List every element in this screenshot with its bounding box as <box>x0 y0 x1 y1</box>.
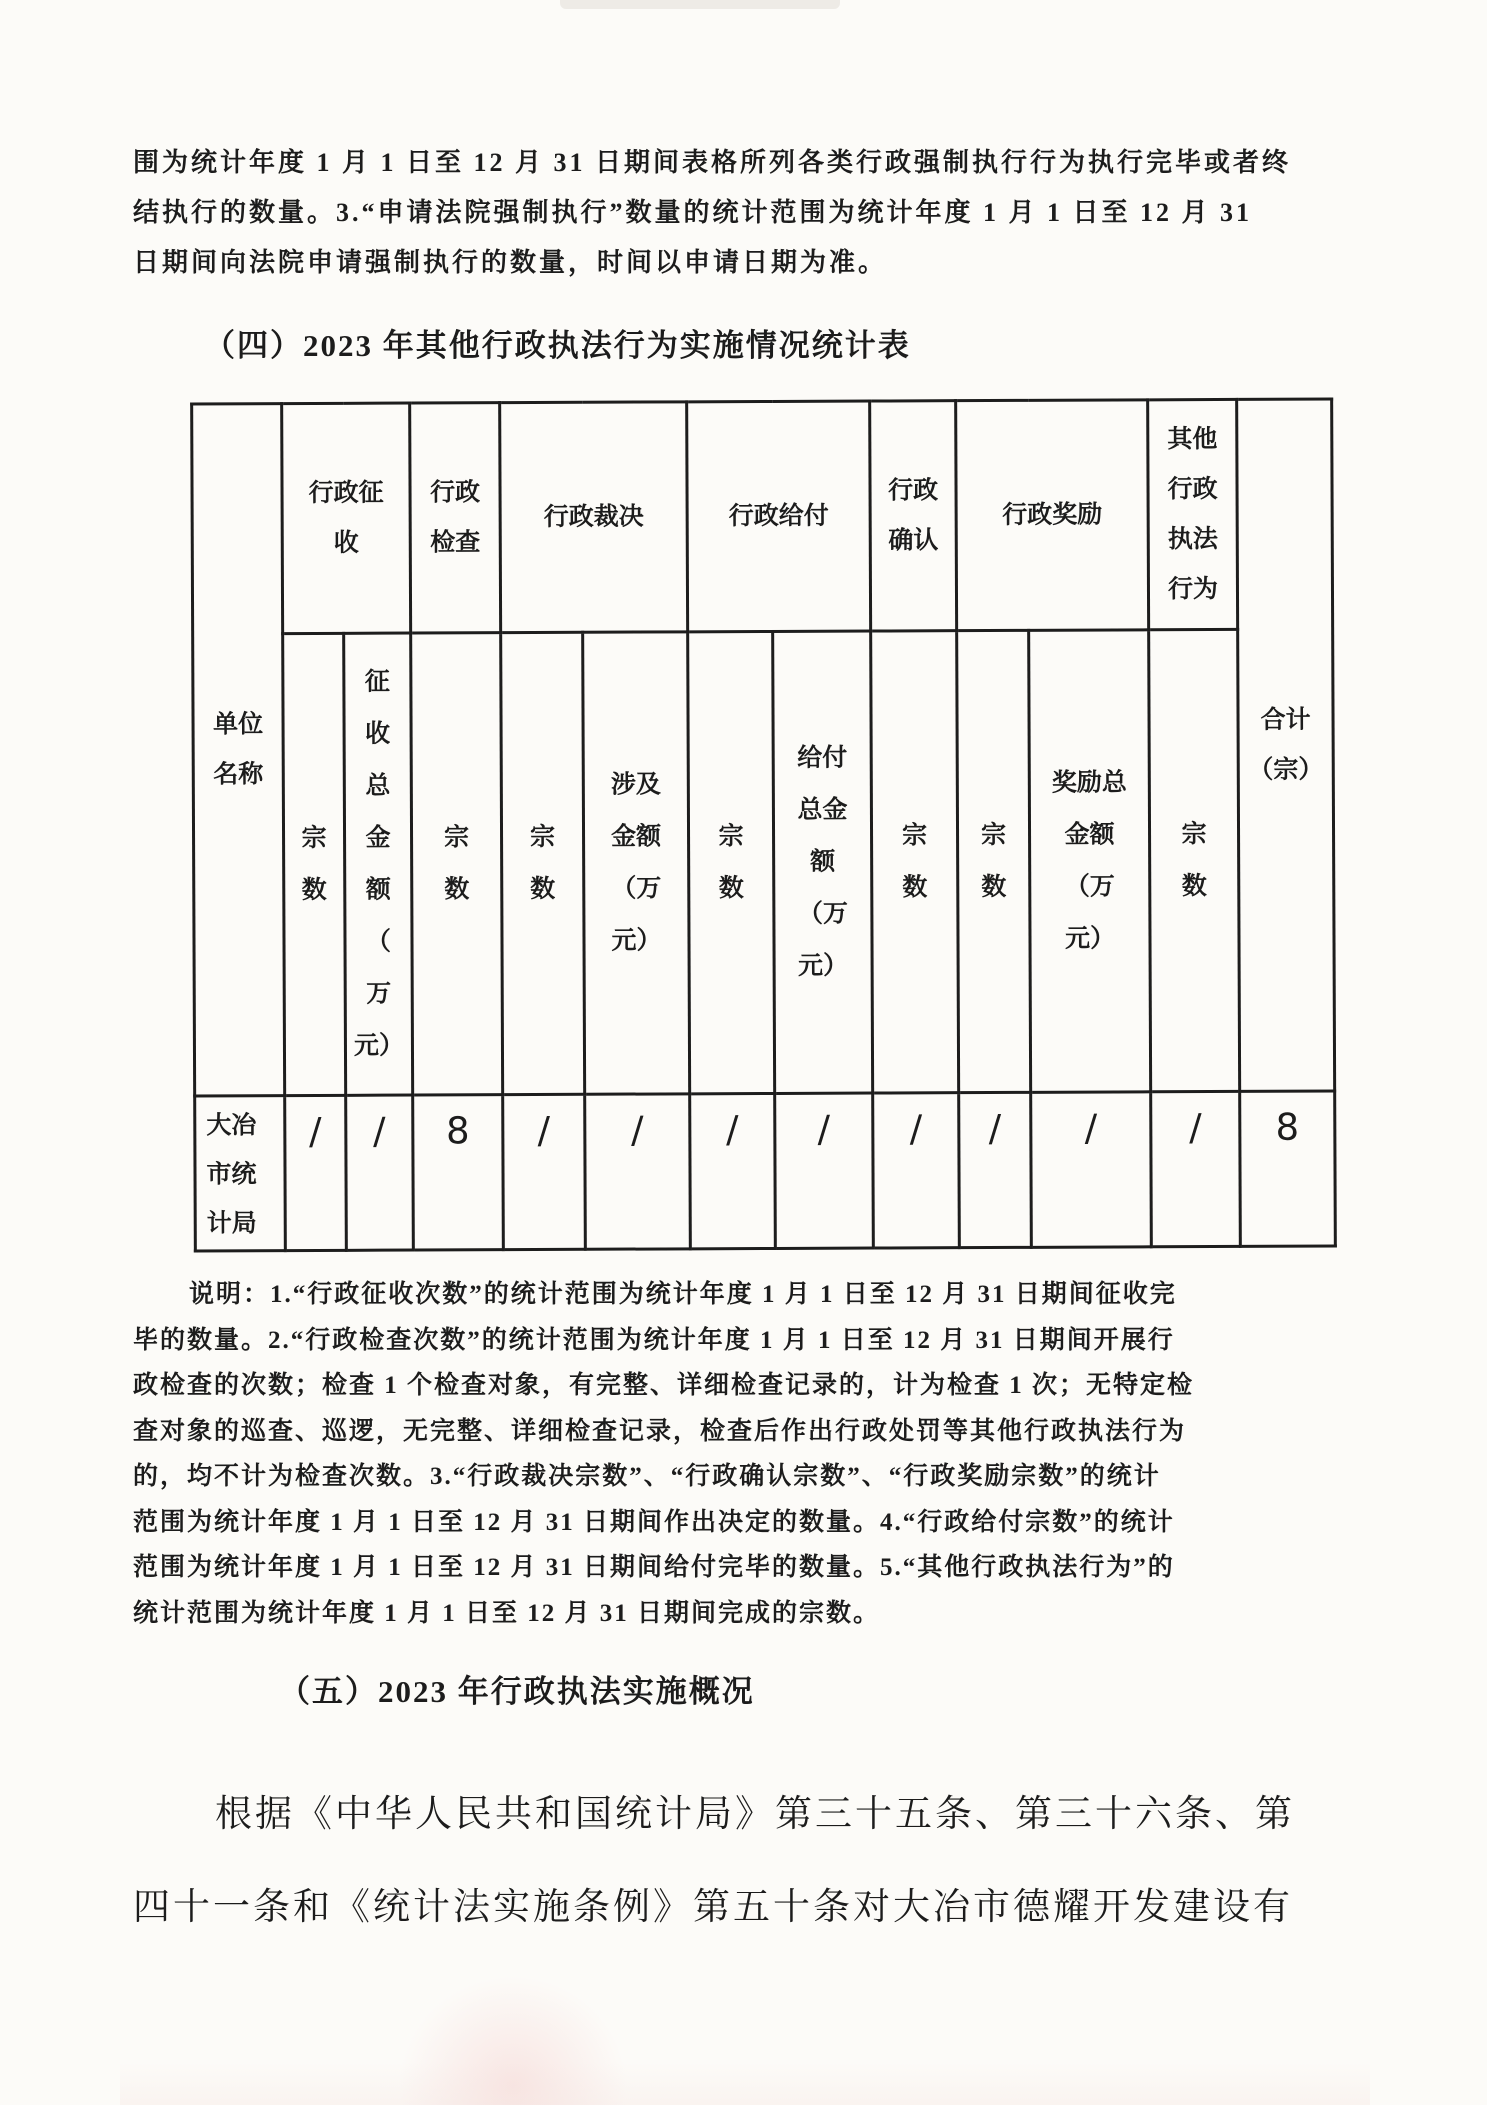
notes-line: 说明：1.“行政征收次数”的统计范围为统计年度 1 月 1 日至 12 月 31 日期间征收完 <box>189 1281 1177 1308</box>
subheader-confirmation-case-count: 宗 数 <box>871 631 959 1093</box>
scan-artifact-bottom-strip <box>120 2062 1370 2105</box>
subheader-reward-total-amount: 奖励总 金额 （万 元） <box>1029 630 1151 1093</box>
value-cell: / <box>285 1095 347 1250</box>
notes-line: 查对象的巡查、巡逻，无完整、详细检查记录，检查后作出行政处罚等其他行政执法行为 <box>133 1417 1187 1445</box>
unit-name-cell: 大冶 市统 计局 <box>195 1096 286 1251</box>
notes-line: 范围为统计年度 1 月 1 日至 12 月 31 日期间作出决定的数量。4.“行政给付宗数”的统计 <box>133 1508 1175 1536</box>
header-admin-inspection: 行政 检查 <box>410 403 501 633</box>
subheader-payment-case-count: 宗 数 <box>688 631 775 1093</box>
value-total-cell: 8 <box>1240 1091 1336 1246</box>
top-paragraph <box>133 138 1387 288</box>
subheader-levy-total-amount: 征 收 总 金 额 （ 万 元） <box>344 633 413 1095</box>
value-cell: / <box>346 1095 414 1250</box>
subheader-inspection-case-count: 宗 数 <box>411 633 503 1095</box>
subheader-adjudication-amount: 涉及 金额 （万 元） <box>583 632 690 1094</box>
subheader-reward-case-count: 宗 数 <box>957 630 1031 1092</box>
value-cell: / <box>775 1093 874 1248</box>
subheader-levy-case-count: 宗 数 <box>283 633 346 1095</box>
value-cell: / <box>690 1093 776 1248</box>
notes-line: 范围为统计年度 1 月 1 日至 12 月 31 日期间给付完毕的数量。5.“其他行政执法行为”的 <box>133 1554 1175 1581</box>
notes-line: 的，均不计为检查次数。3.“行政裁决宗数”、“行政确认宗数”、“行政奖励宗数”的统计 <box>133 1463 1161 1490</box>
notes-line: 毕的数量。2.“行政检查次数”的统计范围为统计年度 1 月 1 日至 12 月 31 日期间开展行 <box>133 1326 1175 1354</box>
paragraph-line: 日期间向法院申请强制执行的数量，时间以申请日期为准。 <box>133 248 888 277</box>
header-admin-confirmation: 行政 确认 <box>870 401 957 631</box>
scan-artifact-top <box>560 0 840 9</box>
enforcement-statistics-table <box>190 398 1337 1253</box>
value-cell: / <box>585 1094 691 1249</box>
unit-name-header-cell: 单位 名称 <box>192 404 285 1096</box>
closing-paragraph-line: 四十一条和《统计法实施条例》第五十条对大冶市德耀开发建设有 <box>133 1887 1293 1928</box>
header-admin-reward: 行政奖励 <box>956 400 1149 631</box>
notes-line: 政检查的次数；检查 1 个检查对象，有完整、详细检查记录的，计为检查 1 次；无特定检 <box>133 1372 1195 1399</box>
header-admin-adjudication: 行政裁决 <box>500 402 688 633</box>
closing-paragraph-line: 根据《中华人民共和国统计局》第三十五条、第三十六条、第 <box>215 1794 1295 1835</box>
value-cell: / <box>873 1093 960 1248</box>
subheader-other-case-count: 宗 数 <box>1149 629 1240 1091</box>
header-other-admin-enforcement: 其他 行政 执法 行为 <box>1148 399 1238 629</box>
value-cell: / <box>959 1092 1032 1247</box>
notes-line: 统计范围为统计年度 1 月 1 日至 12 月 31 日期间完成的宗数。 <box>133 1599 881 1627</box>
closing-paragraph <box>133 1768 1391 1954</box>
value-cell: / <box>1151 1091 1241 1246</box>
value-cell: / <box>503 1094 586 1249</box>
paragraph-line: 围为统计年度 1 月 1 日至 12 月 31 日期间表格所列各类行政强制执行行为执行完毕或者终 <box>133 148 1292 177</box>
total-header-cell: 合计 （宗） <box>1237 399 1335 1091</box>
section-five-heading: （五）2023 年行政执法实施概况 <box>279 1674 755 1709</box>
subheader-adjudication-case-count: 宗 数 <box>501 632 585 1094</box>
value-cell: / <box>1031 1092 1152 1248</box>
value-cell: 8 <box>413 1095 504 1250</box>
subheader-payment-total-amount: 给付 总金 额 （万 元） <box>773 631 873 1093</box>
header-admin-payment: 行政给付 <box>687 401 871 632</box>
table-row <box>195 1091 1336 1251</box>
table-section-title: （四）2023 年其他行政执法行为实施情况统计表 <box>204 328 911 363</box>
header-admin-levy: 行政征 收 <box>282 403 411 634</box>
table-notes <box>133 1272 1389 1636</box>
paragraph-line: 结执行的数量。3.“申请法院强制执行”数量的统计范围为统计年度 1 月 1 日至 12 月 31 <box>133 198 1253 227</box>
